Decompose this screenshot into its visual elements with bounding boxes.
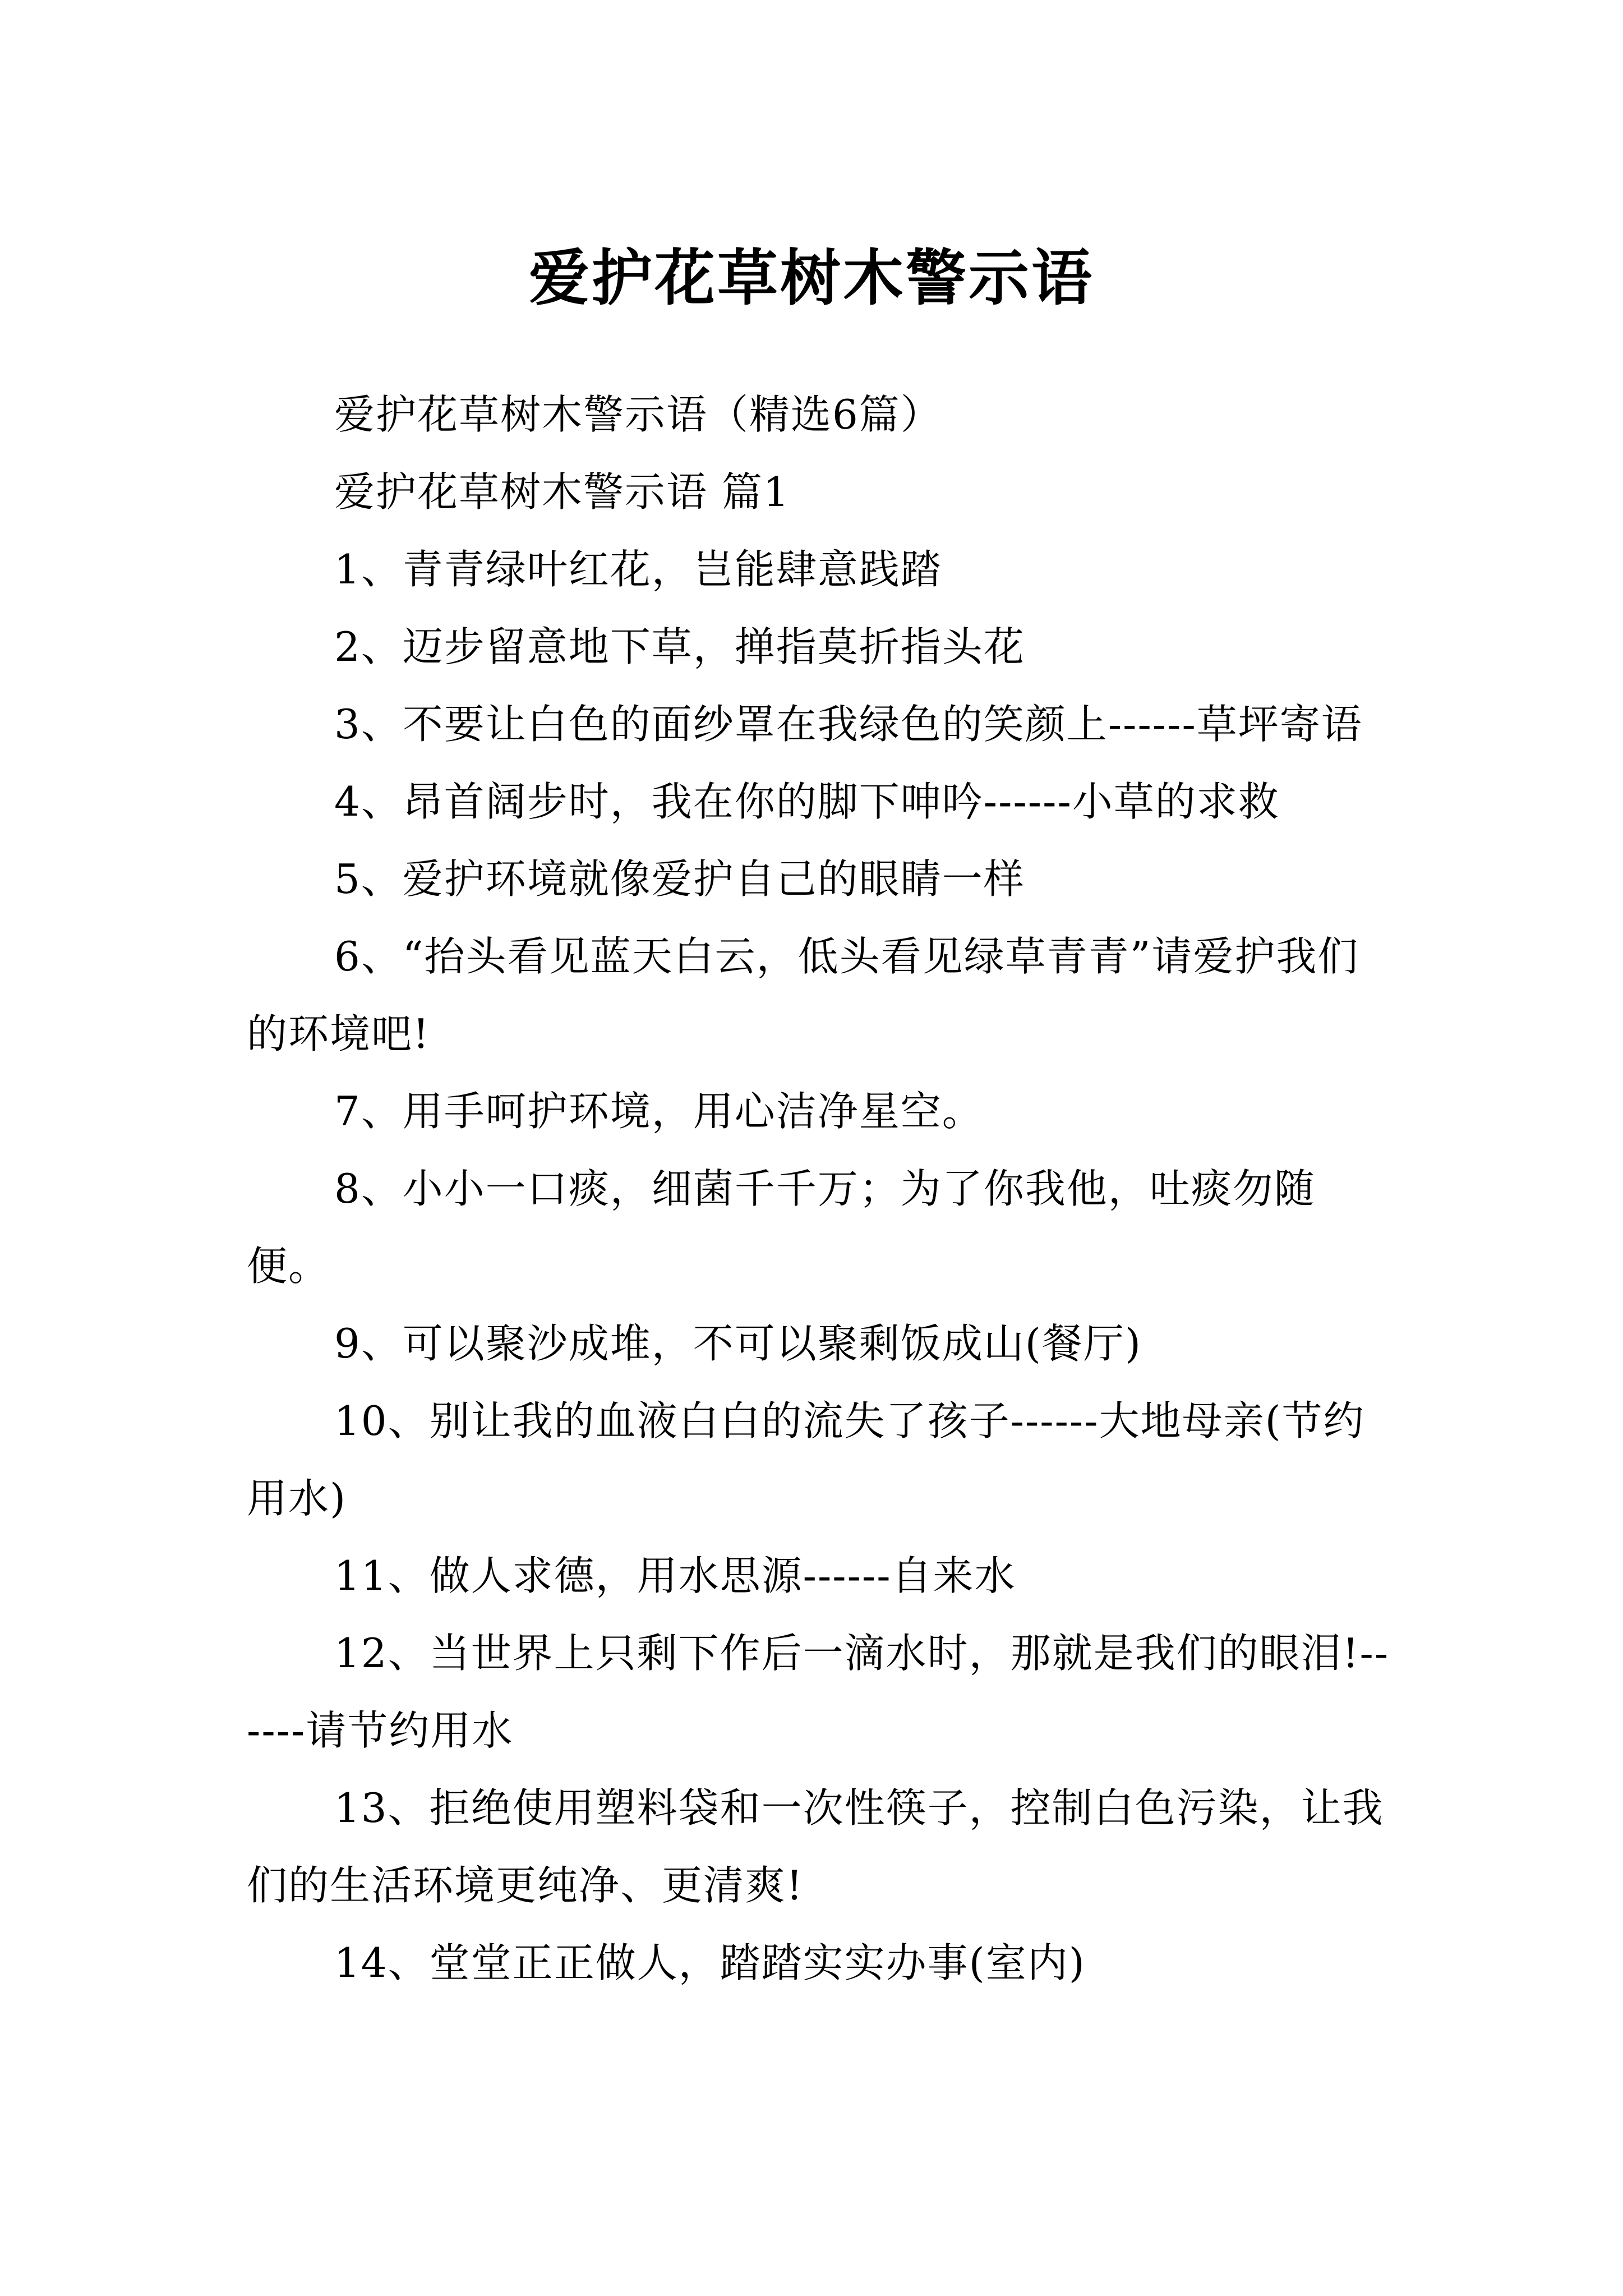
slogan-item-9: 9、可以聚沙成堆，不可以聚剩饭成山(餐厅): [334, 1320, 1142, 1367]
document-title: 爱护花草树木警示语: [528, 243, 1094, 314]
slogan-item-12: 12、当世界上只剩下作后一滴水时，那就是我们的眼泪!------请节约用水: [247, 1630, 1390, 1754]
slogan-item-13: 13、拒绝使用塑料袋和一次性筷子，控制白色污染，让我们的生活环境更纯净、更清爽!: [247, 1784, 1384, 1909]
subtitle-paragraph: 爱护花草树木警示语（精选6篇）: [334, 391, 942, 438]
slogan-item-4: 4、昂首阔步时，我在你的脚下呻吟------小草的求救: [334, 778, 1280, 825]
slogan-item-3: 3、不要让白色的面纱罩在我绿色的笑颜上------草坪寄语: [334, 701, 1363, 748]
slogan-item-2: 2、迈步留意地下草，掸指莫折指头花: [334, 623, 1025, 670]
slogan-item-1: 1、青青绿叶红花，岂能肆意践踏: [334, 546, 942, 593]
slogan-item-6: 6、“抬头看见蓝天白云，低头看见绿草青青”请爱护我们的环境吧!: [247, 933, 1359, 1057]
slogan-item-8: 8、小小一口痰，细菌千千万；为了你我他，吐痰勿随便。: [247, 1165, 1316, 1290]
slogan-item-11: 11、做人求德，用水思源------自来水: [334, 1552, 1016, 1599]
section-heading: 爱护花草树木警示语 篇1: [334, 468, 790, 516]
document-body: [247, 376, 1391, 2001]
slogan-item-5: 5、爱护环境就像爱护自己的眼睛一样: [334, 855, 1025, 903]
slogan-item-10: 10、别让我的血液白白的流失了孩子------大地母亲(节约用水): [247, 1397, 1365, 1522]
slogan-item-14: 14、堂堂正正做人，踏踏实实办事(室内): [334, 1939, 1086, 1986]
slogan-item-7: 7、用手呵护环境，用心洁净星空。: [334, 1088, 984, 1135]
